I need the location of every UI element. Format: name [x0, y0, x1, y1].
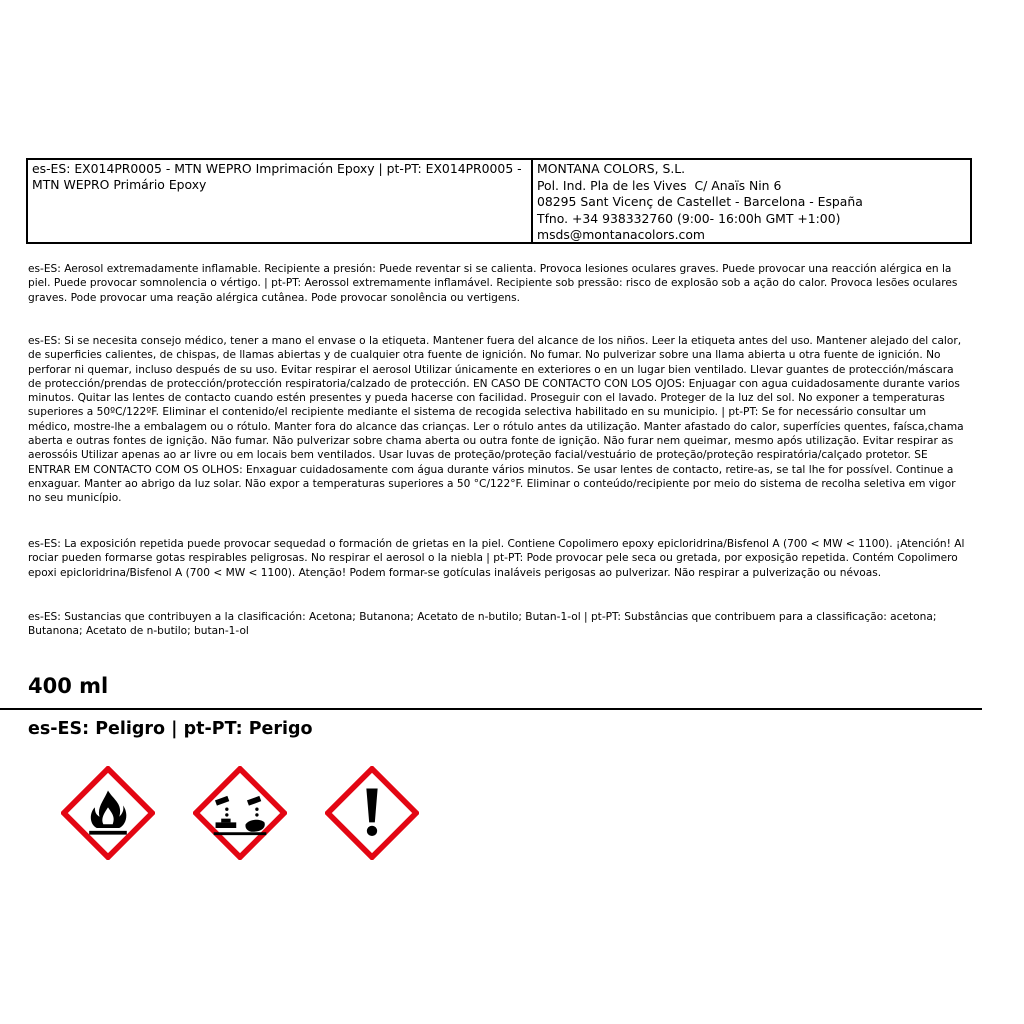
- signal-word: es-ES: Peligro | pt-PT: Perigo: [28, 719, 313, 739]
- supplier-city: 08295 Sant Vicenç de Castellet - Barcelona - España: [537, 194, 863, 209]
- product-header-table: [26, 158, 972, 244]
- exclamation-icon: [325, 766, 419, 860]
- divider: [0, 708, 982, 710]
- precautionary-statements: es-ES: Si se necesita consejo médico, tener a mano el envase o la etiqueta. Mantener fuera del alcance de los niños. Leer la etiqueta antes del uso. Mantener alejado del calor, de superficies calientes, de chispas, de llamas abiertas y de cualquier otra fuente de ignición. No fumar. No pulverizar sobre una llama abierta u otra fuente de ignición. No perforar ni quemar, incluso después de su uso. Evitar respirar el aerosol Utilizar únicamente en exteriores o en un lugar bien ventilado. Llevar guantes de protección/máscara de protección/prendas de protección/protección respiratoria/calzado de protección. EN CASO DE CONTACTO CON LOS OJOS: Enjuagar con agua cuidadosamente durante varios minutos. Quitar las lentes de contacto cuando estén presentes y pueda hacerse con facilidad. Proseguir con el lavado. Proteger de la luz del sol. No exponer a temperaturas superiores a 50ºC/122ºF. Eliminar el contenido/el recipiente mediante el sistema de recogida selectiva habilitado en su municipio. | pt-PT: Se for necessário consultar um médico, mostre-lhe a embalagem ou o rótulo. Manter fora do alcance das crianças. Ler o rótulo antes da utilização. Manter afastado do calor, superfícies quentes, faísca,chama aberta e outras fontes de ignição. Não fumar. Não pulverizar sobre chama aberta ou outra fonte de ignição. Não furar nem queimar, mesmo após utilização. Evitar respirar as aerossóis Utilizar apenas ao ar livre ou em locais bem ventilados. Usar luvas de proteção/proteção facial/vestuário de proteção/proteção respiratória/calçado protetor. SE ENTRAR EM CONTACTO COM OS OLHOS: Enxaguar cuidadosamente com água durante vários minutos. Se usar lentes de contacto, retire-as, se tal lhe for possível. Continue a enxaguar. Manter ao abrigo da luz solar. Não expor a temperaturas superiores a 50 °C/122°F. Eliminar o conteúdo/recipiente por meio do sistema de recolha seletiva em vigor no seu município.: [28, 335, 964, 505]
- product-title: es-ES: EX014PR0005 - MTN WEPRO Imprimación Epoxy | pt-PT: EX014PR0005 - MTN WEPRO Primário Epoxy: [28, 160, 533, 242]
- hazard-statements: es-ES: Aerosol extremadamente inflamable. Recipiente a presión: Puede reventar si se calienta. Provoca lesiones oculares graves. Puede provocar una reacción alérgica en la piel. Puede provocar somnolencia o vértigo. | pt-PT: Aerossol extremamente inflamável. Recipiente sob pressão: risco de explosão sob a ação do calor. Provoca lesões oculares graves. Pode provocar uma reação alérgica cutânea. Pode provocar sonolência ou vertigens.: [28, 263, 958, 304]
- volume-label: 400 ml: [28, 674, 109, 698]
- supplier-address: Pol. Ind. Pla de les Vives C/ Anaïs Nin 6: [537, 177, 782, 193]
- supplier-name: MONTANA COLORS, S.L.: [537, 161, 686, 176]
- supplier-phone: Tfno. +34 938332760 (9:00- 16:00h GMT +1:00): [537, 210, 841, 226]
- classification-substances: es-ES: Sustancias que contribuyen a la clasificación: Acetona; Butanona; Acetato de n-butilo; Butan-1-ol | pt-PT: Substâncias que contribuem para a classificação: acetona; Butanona; Acetato de n-butilo; butan-1-ol: [28, 611, 937, 638]
- supplemental-info: es-ES: La exposición repetida puede provocar sequedad o formación de grietas en la piel. Contiene Copolimero epoxy epicloridrina/Bisfenol A (700 < MW < 1100). ¡Atención! Al rociar pueden formarse gotas respirables peligrosas. No respirar el aerosol o la niebla | pt-PT: Pode provocar pele seca ou gretada, por exposição repetida. Contém Copolimero epoxi epicloridrina/Bisfenol A (700 < MW < 1100). Atenção! Podem formar-se gotículas inaláveis perigosas ao pulverizar. Não respirar a pulverização ou névoas.: [28, 538, 965, 579]
- flame-icon: [61, 766, 155, 860]
- supplier-email: msds@montanacolors.com: [537, 227, 706, 242]
- corrosion-icon: [193, 766, 287, 860]
- supplier-info: [533, 160, 970, 242]
